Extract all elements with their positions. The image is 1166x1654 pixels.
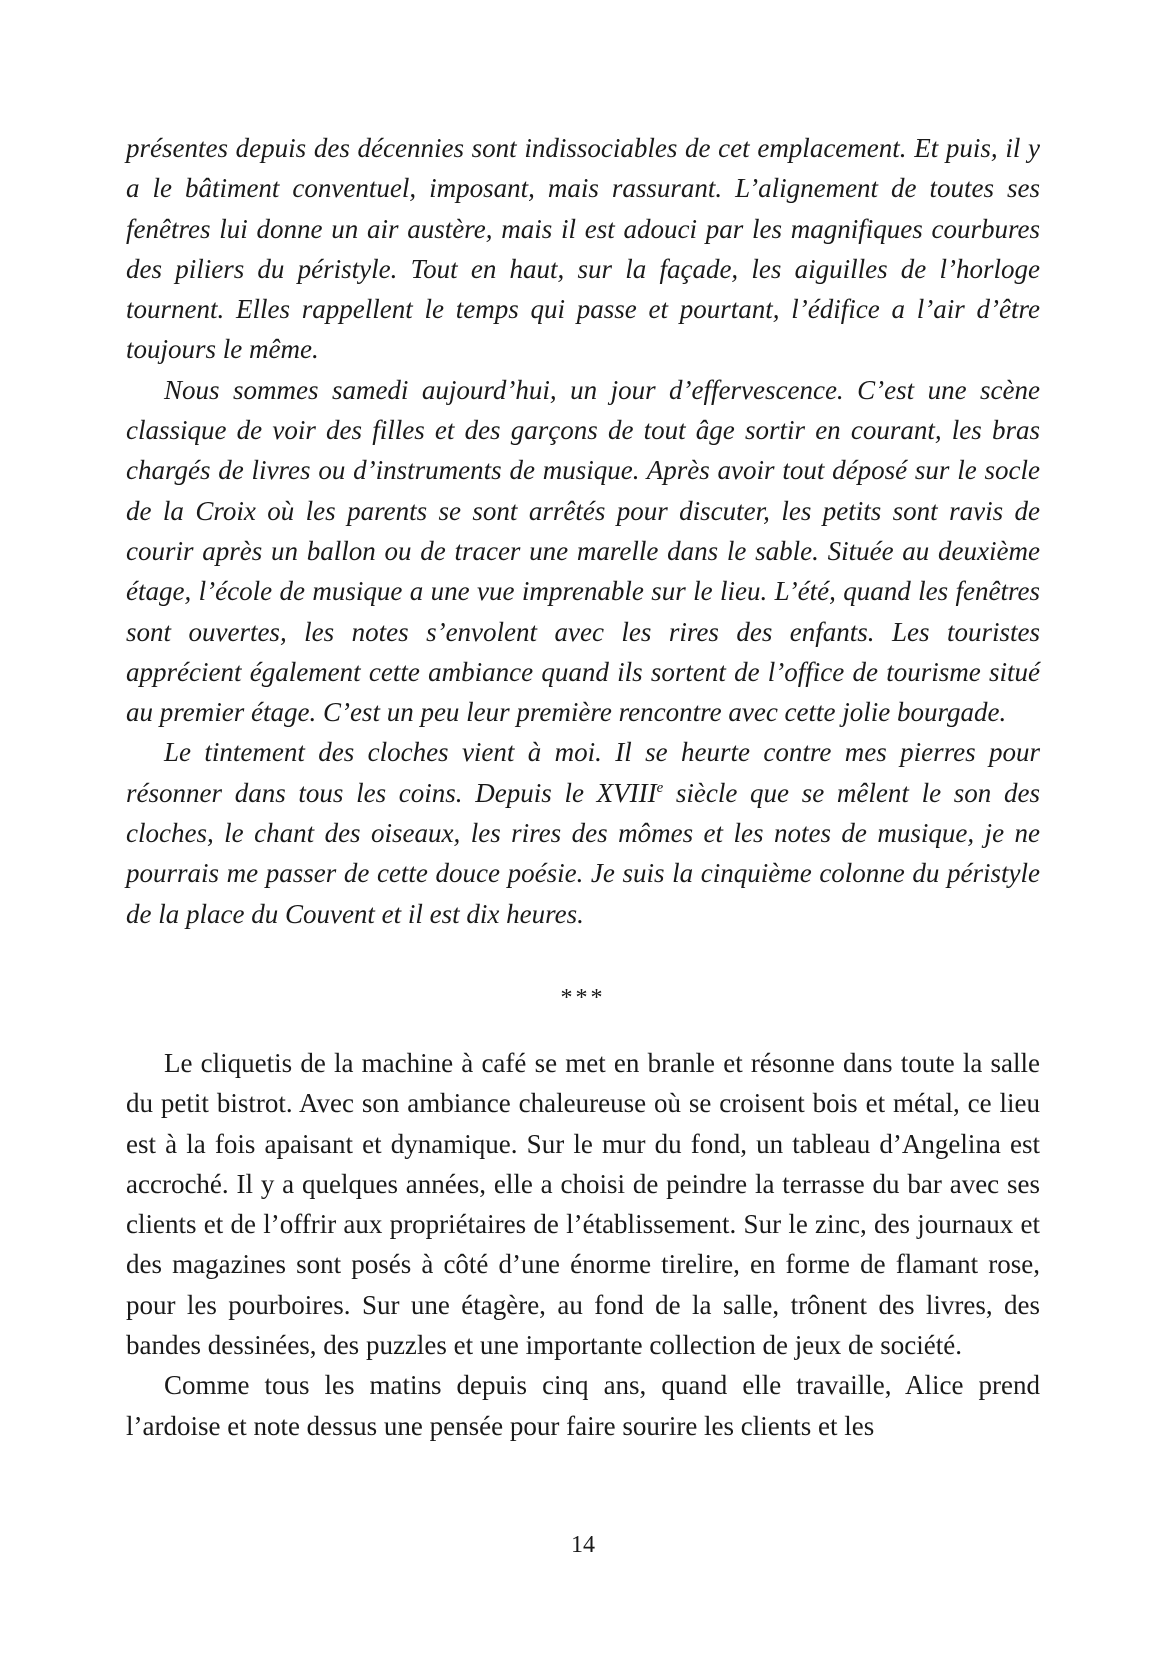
italic-narration-section — [126, 128, 1040, 934]
paragraph: Le cliquetis de la machine à café se met en branle et résonne dans toute la salle du petit bistrot. Avec son ambiance chaleureuse où se croisent bois et métal, ce lieu est à la fois apaisant et dynamique. Sur le mur du fond, un tableau d’Angelina est accroché. Il y a quelques années, elle a choisi de peindre la terrasse du bar avec ses clients et de l’offrir aux propriétaires de l’établissement. Sur le zinc, des journaux et des magazines sont posés à côté d’une énorme tirelire, en forme de flamant rose, pour les pourboires. Sur une étagère, au fond de la salle, trônent des livres, des bandes dessinées, des puzzles et une importante collection de jeux de société. — [126, 1048, 1040, 1361]
page-number: 14 — [571, 1532, 595, 1558]
paragraph: Nous sommes samedi aujourd’hui, un jour d’effervescence. C’est une scène classique de voir des filles et des garçons de tout âge sortir en courant, les bras chargés de livres ou d’instruments de musique. Après avoir tout déposé sur le socle de la Croix où les parents se sont arrêtés pour discuter, les petits sont ravis de courir après un ballon ou de tracer une marelle dans le sable. Située au deuxième étage, l’école de musique a une vue imprenable sur le lieu. L’été, quand les fenêtres sont ouvertes, les notes s’envolent avec les rires des enfants. Les touristes apprécient également cette ambiance quand ils sortent de l’office de tourisme situé au premier étage. C’est un peu leur première rencontre avec cette jolie bourgade. — [126, 374, 1040, 728]
paragraph-continuation: présentes depuis des décennies sont indissociables de cet emplacement. Et puis, il y a le bâtiment conventuel, imposant, mais rassurant. L’alignement de toutes ses fenêtres lui donne un air austère, mais il est adouci par les magnifiques courbures des piliers du péristyle. Tout en haut, sur la façade, les aiguilles de l’horloge tournent. Elles rappellent le temps qui passe et pourtant, l’édifice a l’air d’être toujours le même. — [126, 133, 1040, 365]
paragraph-text: siècle que se mêlent le son des cloches, le chant des oiseaux, les rires des mômes et les notes de musique, je ne pourrais me passer de cette douce poésie. Je suis la cinquième colonne du péristyle de la place du Couvent et il est dix heures. — [126, 777, 1040, 929]
section-separator: *** — [560, 985, 606, 1011]
narration-section — [126, 1043, 1040, 1446]
paragraph — [126, 732, 1040, 933]
superscript: e — [656, 779, 664, 796]
paragraph: Comme tous les matins depuis cinq ans, quand elle travaille, Alice prend l’ardoise et note dessus une pensée pour faire sourire les clients et les — [126, 1370, 1040, 1441]
paragraph-text: Le tintement des cloches vient à moi. Il se heurte contre mes pierres pour résonner dans tous les coins. Depuis le XVIII — [126, 737, 1040, 808]
